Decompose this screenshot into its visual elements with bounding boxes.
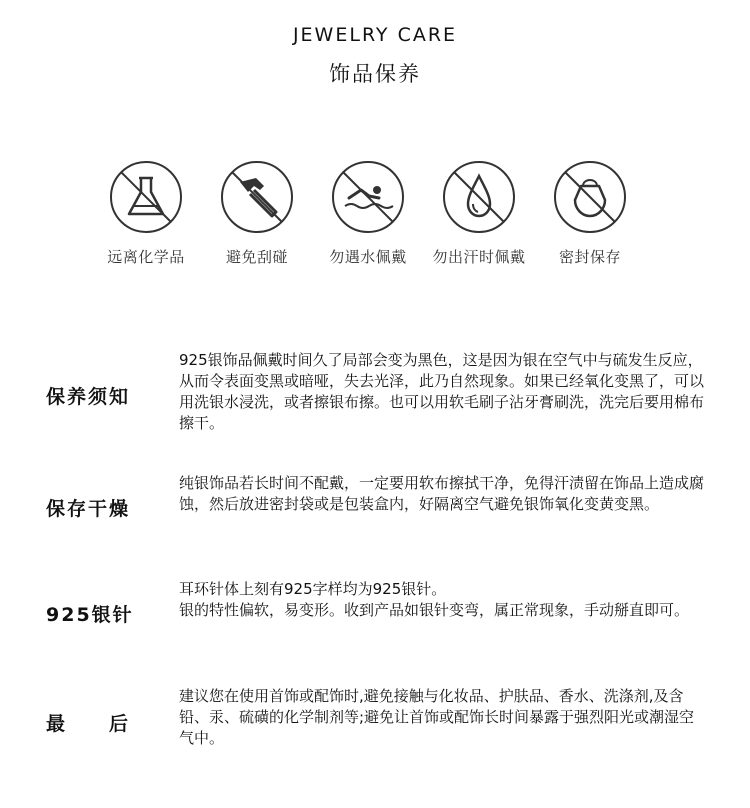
no-chemicals-icon [109,160,183,234]
care-icons-row [0,0,750,300]
title-english: JEWELRY CARE [292,24,458,46]
sealed-bag-icon [553,160,627,234]
care-icon-label: 勿出汗时佩戴 [432,248,526,266]
care-icon-item [424,160,534,267]
section-body: 纯银饰品若长时间不配戴，一定要用软布擦拭干净，免得汗渍留在饰品上造成腐蚀，然后放进密封袋或是包装盒内，好隔离空气避免银饰氧化变黄变黑。 [179,474,705,513]
no-swimming-icon [331,160,405,234]
title-chinese: 饰品保养 [329,62,421,86]
section-title: 保养须知 [46,386,131,408]
section-title: 保存干燥 [46,498,131,520]
no-sweat-icon [442,160,516,234]
care-icon-item [313,160,423,267]
section-title: 925银针 [46,604,134,626]
section-title: 最 后 [46,713,131,735]
care-icon-item [202,160,312,267]
section-body: 建议您在使用首饰或配饰时,避免接触与化妆品、护肤品、香水、洗涤剂,及含铅、汞、硫磺的化学制剂等;避免让首饰或配饰长时间暴露于强烈阳光或潮湿空气中。 [179,687,695,747]
care-icon-label: 远离化学品 [107,248,185,266]
care-icon-label: 勿遇水佩戴 [329,248,407,266]
section-body: 925银饰品佩戴时间久了局部会变为黑色，这是因为银在空气中与硫发生反应，从而令表面变黑或暗哑，失去光泽，此乃自然现象。如果已经氧化变黑了，可以用洗银水浸洗，或者擦银布擦。也可以用软毛刷子沾牙膏刷洗，洗完后要用棉布擦干。 [179,351,705,432]
care-icon-label: 密封保存 [558,248,621,266]
care-icon-label: 避免刮碰 [225,248,288,266]
section-body: 耳环针体上刻有925字样均为925银针。 银的特性偏软，易变形。收到产品如银针变弯，属正常现象，手动掰直即可。 [179,580,690,619]
no-hammer-icon [220,160,294,234]
care-icon-item [535,160,645,267]
care-icon-item [91,160,201,267]
